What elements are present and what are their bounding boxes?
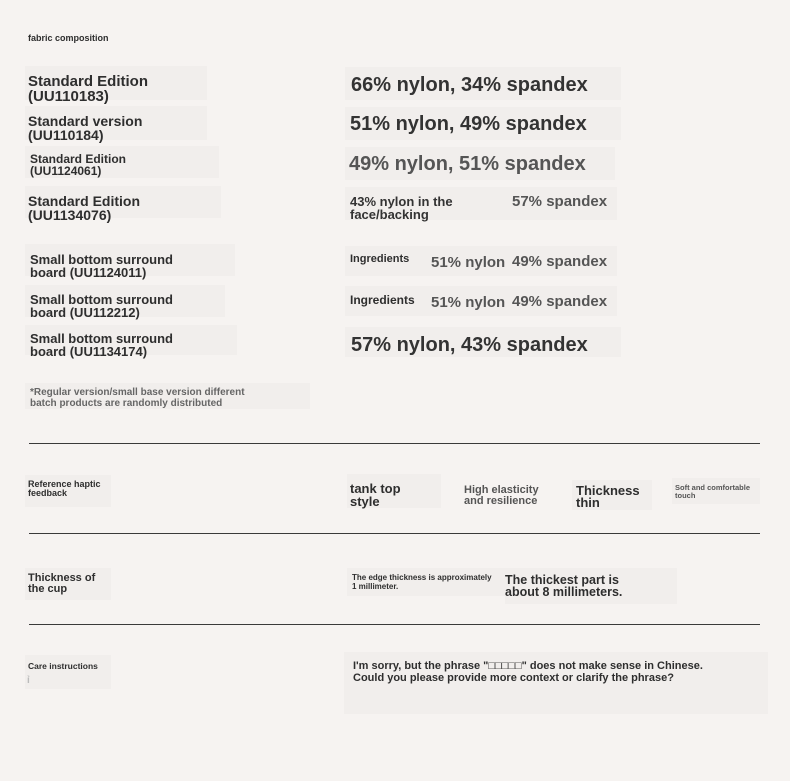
fabric-row-5-value-c: 49% spandex [512, 253, 608, 270]
haptic-item-2: High elasticity and resilience [464, 484, 539, 507]
fabric-row-5-value-a: Ingredients [350, 253, 410, 265]
fabric-row-1-value: 66% nylon, 34% spandex [351, 74, 588, 96]
fabric-row-5-value-b: 51% nylon [431, 254, 506, 271]
fabric-row-7-label: Small bottom surround board (UU1134174) [30, 331, 173, 359]
care-icon: ỉ [27, 675, 30, 686]
fabric-row-4-value-a: 43% nylon in the face/backing [350, 194, 453, 222]
fabric-row-6-value-a: Ingredients [350, 293, 415, 307]
fabric-row-3-value: 49% nylon, 51% spandex [349, 153, 586, 175]
fabric-row-7-value: 57% nylon, 43% spandex [351, 334, 588, 356]
fabric-row-3-label: Standard Edition (UU1124061) [30, 152, 126, 178]
fabric-row-5-label: Small bottom surround board (UU1124011) [30, 252, 173, 280]
batch-note: *Regular version/small base version different batch products are randomly distributed [30, 387, 245, 409]
thickest-part-text: The thickest part is about 8 millimeters. [505, 573, 623, 599]
section-title-haptic: Reference haptic feedback [28, 479, 101, 499]
fabric-row-4-value-b: 57% spandex [512, 193, 608, 210]
fabric-row-6-value-b: 51% nylon [431, 294, 506, 311]
haptic-item-4: Soft and comfortable touch [675, 483, 751, 500]
fabric-row-1-label: Standard Edition (UU110183) [28, 73, 148, 105]
section-title-care: Care instructions [28, 661, 98, 671]
section-title-thickness: Thickness of the cup [28, 572, 96, 595]
divider-1 [29, 443, 760, 444]
fabric-row-6-label: Small bottom surround board (UU112212) [30, 292, 173, 320]
divider-3 [29, 624, 760, 625]
fabric-row-6-value-c: 49% spandex [512, 293, 608, 310]
care-instructions-text: I'm sorry, but the phrase "□□□□□" does not make sense in Chinese. Could you please provide more context or clarify the phrase? [353, 660, 703, 684]
section-title-fabric: fabric composition [28, 33, 109, 43]
edge-thickness-text: The edge thickness is approximately 1 millimeter. [352, 573, 492, 592]
fabric-row-2-value: 51% nylon, 49% spandex [350, 113, 587, 135]
fabric-row-4-label: Standard Edition (UU1134076) [28, 193, 140, 223]
divider-2 [29, 533, 760, 534]
haptic-item-3: Thickness thin [576, 483, 640, 511]
haptic-item-1: tank top style [350, 481, 401, 509]
fabric-row-2-label: Standard version (UU110184) [28, 113, 143, 143]
